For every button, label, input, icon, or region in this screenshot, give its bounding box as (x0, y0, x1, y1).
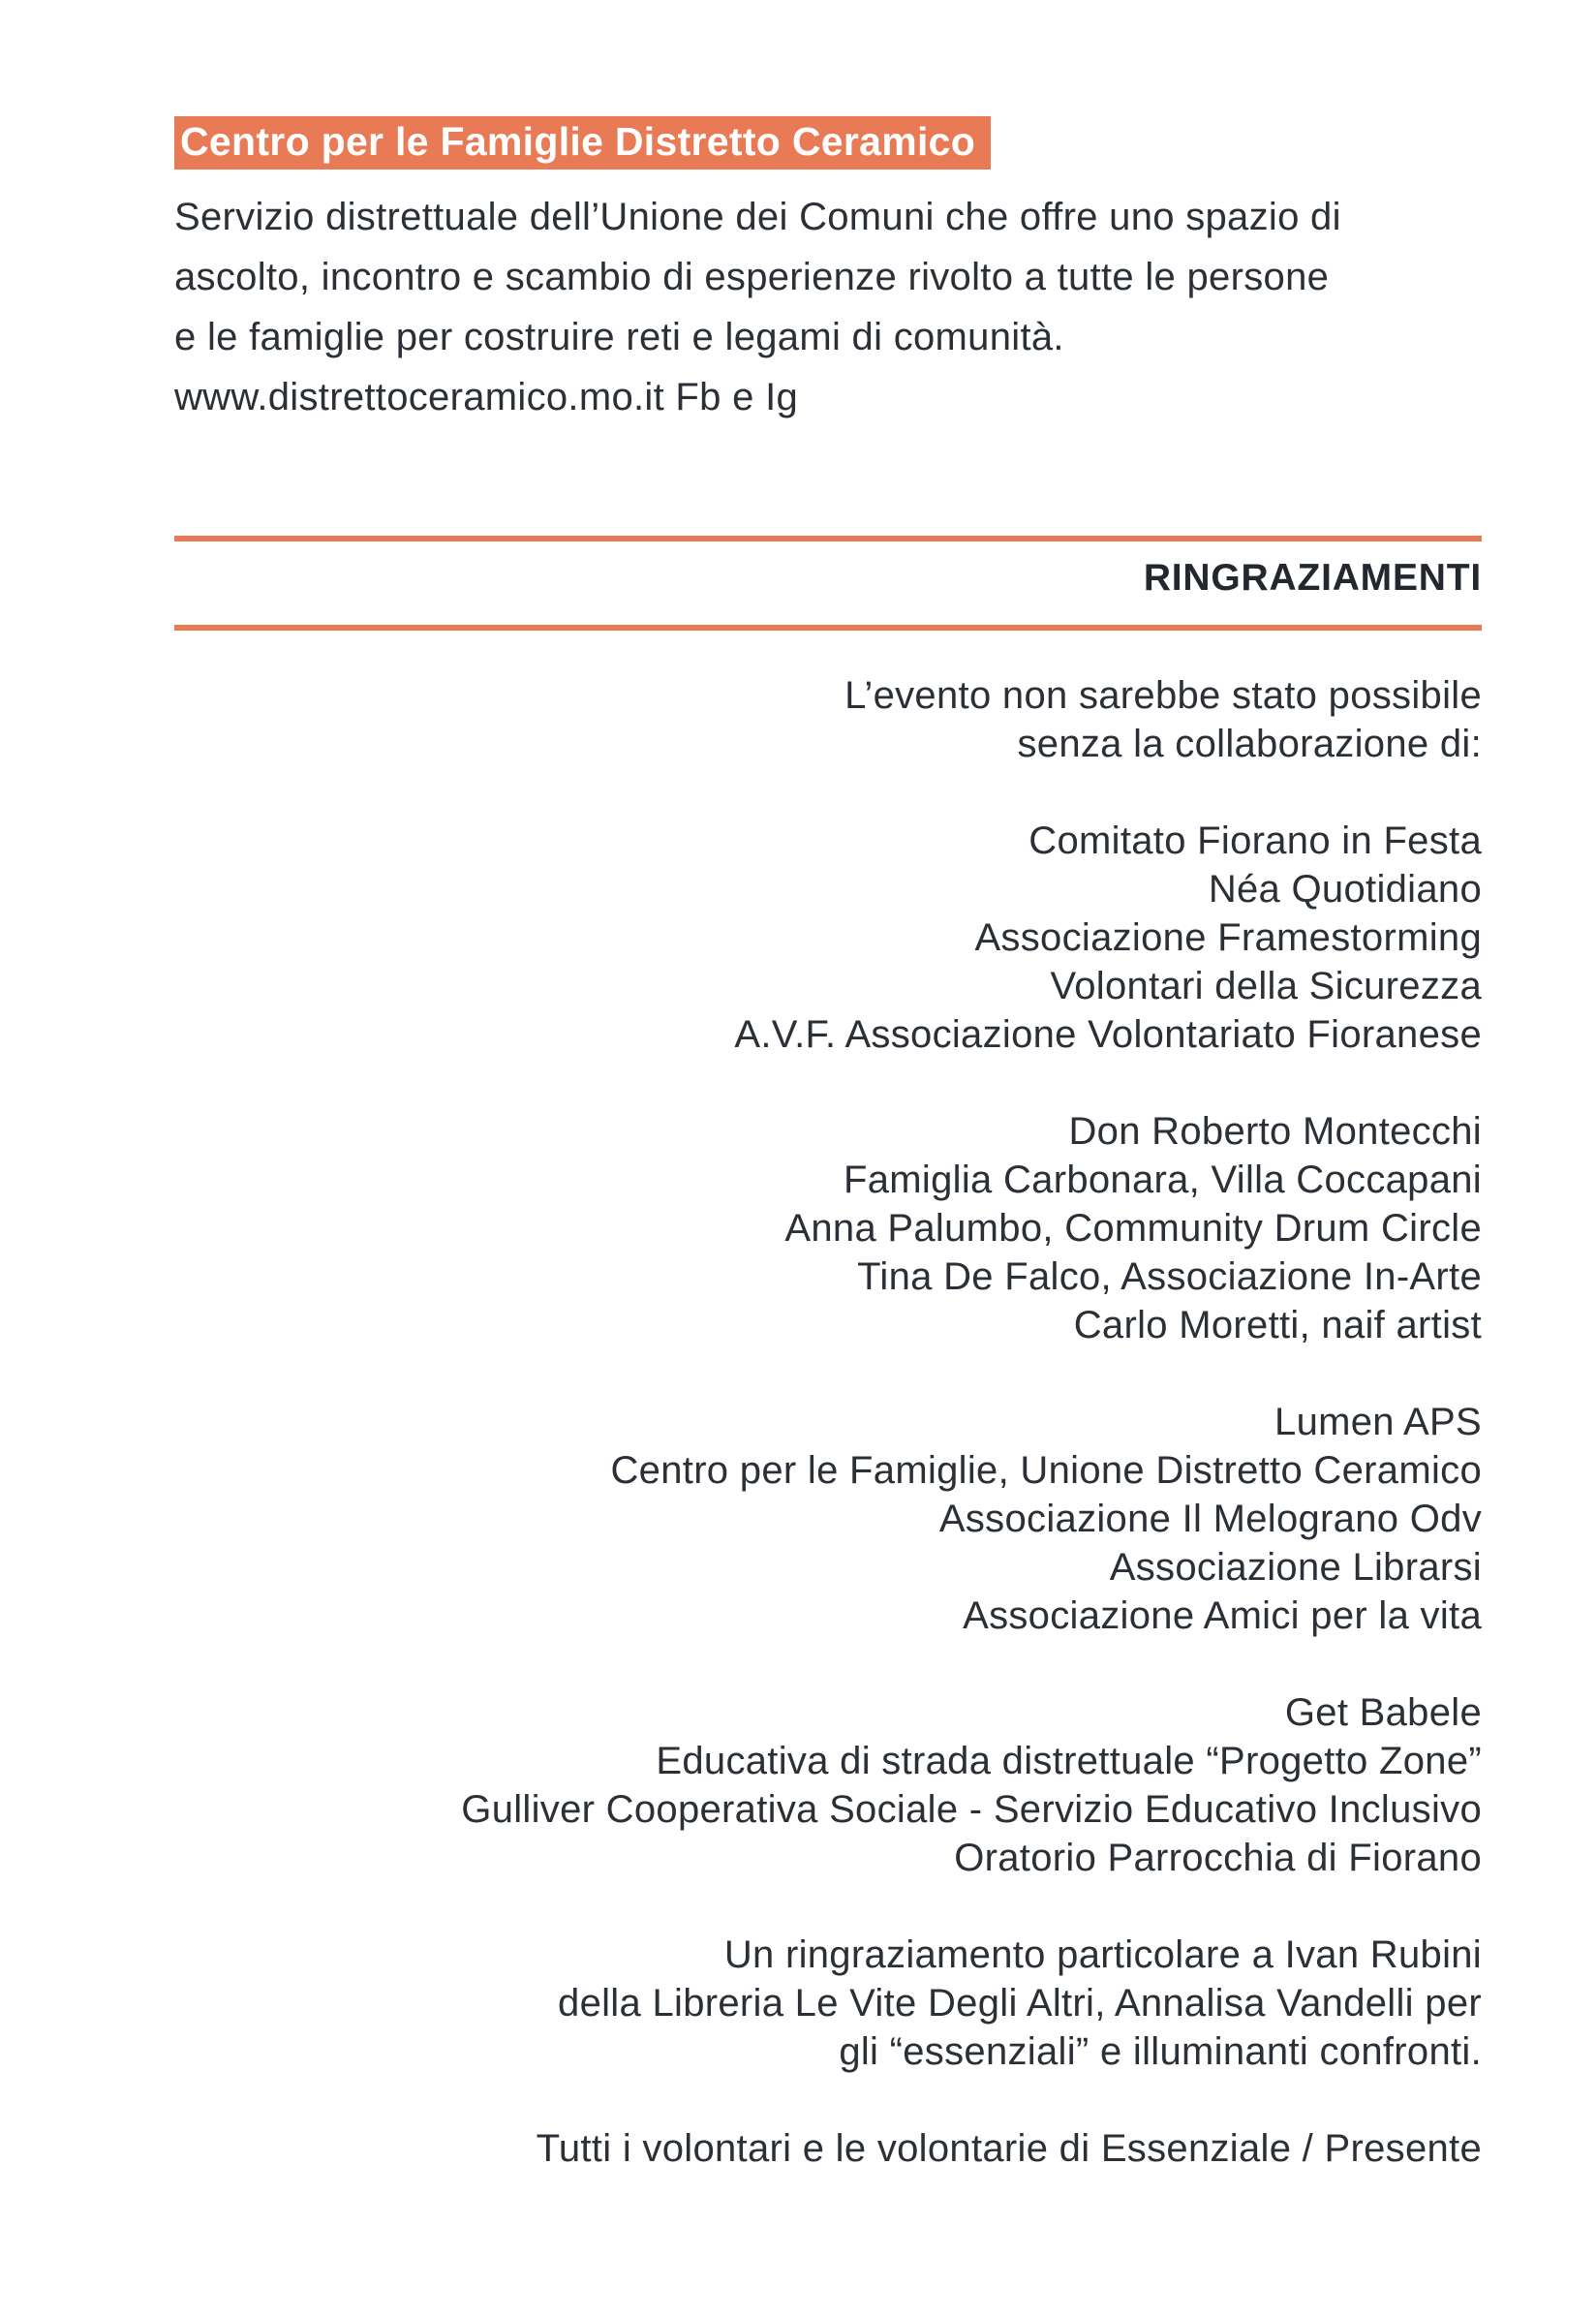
ack-line: Anna Palumbo, Community Drum Circle (784, 1207, 1482, 1250)
ack-block-committees (174, 817, 1482, 1059)
divider-rule-top (174, 536, 1482, 541)
ack-line: Associazione Il Melograno Odv (938, 1498, 1482, 1540)
ack-line: L’evento non sarebbe stato possibile (844, 674, 1482, 717)
section-heading: RINGRAZIAMENTI (1143, 557, 1482, 599)
ack-line: Gulliver Cooperativa Sociale - Servizio Educativo Inclusivo (461, 1788, 1482, 1831)
ack-line: Associazione Framestorming (974, 916, 1482, 959)
ack-line: Comitato Fiorano in Festa (1028, 819, 1482, 862)
ack-line: della Libreria Le Vite Degli Altri, Annalisa Vandelli per (558, 1982, 1482, 2025)
website-text: www.distrettoceramico.mo.it Fb e Ig (174, 376, 799, 418)
ack-line: Un ringraziamento particolare a Ivan Rubini (723, 1933, 1482, 1976)
ack-line: senza la collaborazione di: (1017, 723, 1482, 765)
ack-line: Educativa di strada distrettuale “Progetto Zone” (656, 1740, 1482, 1782)
intro-description-line: ascolto, incontro e scambio di esperienze rivolto a tutte le persone (174, 256, 1330, 298)
acknowledgements (174, 671, 1482, 2173)
ack-line: gli “essenziali” e illuminanti confronti. (839, 2030, 1482, 2073)
ack-line: Get Babele (1284, 1691, 1482, 1734)
ack-line: Oratorio Parrocchia di Fiorano (954, 1837, 1482, 1879)
intro-description-line: e le famiglie per costruire reti e legami di comunità. (174, 316, 1064, 358)
ack-line: Don Roberto Montecchi (1068, 1110, 1482, 1153)
intro-description (174, 187, 1482, 427)
ack-line: Néa Quotidiano (1208, 868, 1482, 911)
ack-line: Tina De Falco, Associazione In-Arte (857, 1255, 1482, 1298)
ack-block-people (174, 1107, 1482, 1349)
ack-line: A.V.F. Associazione Volontariato Fioranese (734, 1013, 1482, 1056)
ack-line: Lumen APS (1274, 1401, 1482, 1443)
intro-description-line: Servizio distrettuale dell’Unione dei Comuni che offre uno spazio di (174, 196, 1341, 238)
page-content (174, 0, 1482, 2173)
ack-line: Carlo Moretti, naif artist (1073, 1304, 1482, 1346)
highlighted-title: Centro per le Famiglie Distretto Ceramico (174, 116, 991, 170)
ack-line: Associazione Amici per la vita (963, 1594, 1482, 1637)
divider-rule-bottom (174, 625, 1482, 631)
ack-block-associations (174, 1398, 1482, 1640)
ack-line: Associazione Librarsi (1109, 1546, 1482, 1589)
ack-block-special-thanks (174, 1931, 1482, 2076)
ack-line: Tutti i volontari e le volontarie di Essenziale / Presente (536, 2127, 1482, 2170)
ack-block-services (174, 1688, 1482, 1882)
ack-line: Famiglia Carbonara, Villa Coccapani (844, 1159, 1482, 1201)
intro-title-row (174, 117, 1482, 166)
ack-block-intro (174, 671, 1482, 768)
ack-block-volunteers (174, 2124, 1482, 2173)
ack-line: Centro per le Famiglie, Unione Distretto Ceramico (610, 1449, 1482, 1492)
ack-line: Volontari della Sicurezza (1050, 965, 1482, 1007)
